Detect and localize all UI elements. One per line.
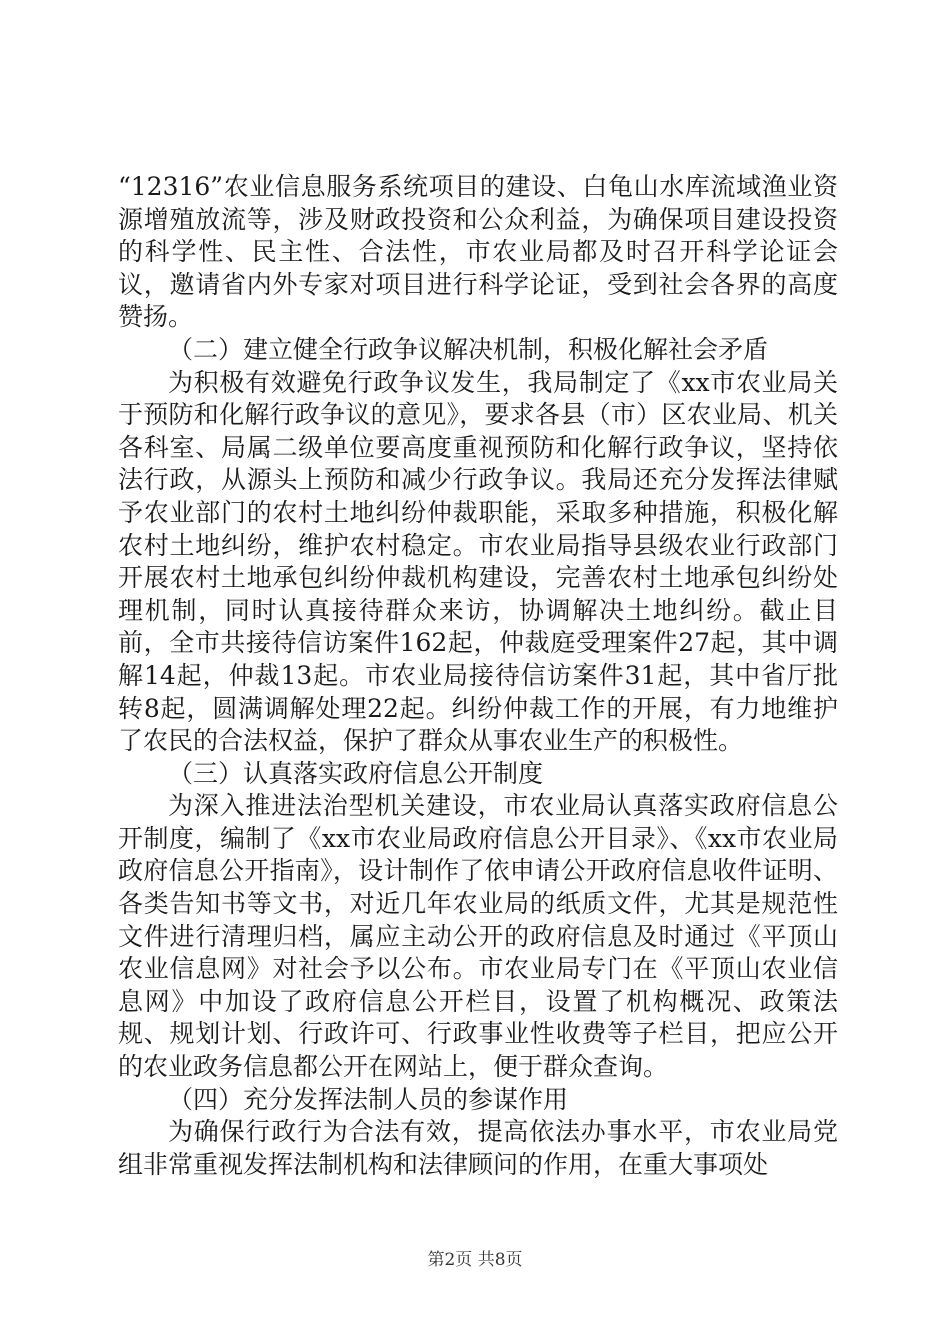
section-heading-4: （四）充分发挥法制人员的参谋作用	[168, 1084, 569, 1114]
paragraph-info-disclosure: 为深入推进法治型机关建设，市农业局认真落实政府信息公开制度，编制了《xx市农业局政府信息公开目录》、《xx市农业局政府信息公开指南》，设计制作了依申请公开政府信息收件证明、各类告知书等文书，对近几年农业局的纸质文件，尤其是规范性文件进行清理归档，属应主动公开的政府信息及时通过《平顶山农业信息网》对社会予以公布。市农业局专门在《平顶山农业信息网》中加设了政府信息公开栏目，设置了机构概况、政策法规、规划计划、行政许可、行政事业性收费等子栏目，把应公开的农业政务信息都公开在网站上，便于群众查询。	[118, 791, 838, 1082]
page-footer: 第2页 共8页	[427, 1250, 523, 1270]
paragraph-dispute-resolution: 为积极有效避免行政争议发生，我局制定了《xx市农业局关于预防和化解行政争议的意见》，要求各县（市）区农业局、机关各科室、局属二级单位要高度重视预防和化解行政争议，坚持依法行政，从源头上预防和减少行政争议。我局还充分发挥法律赋予农业部门的农村土地纠纷仲裁职能，采取多种措施，积极化解农村土地纠纷，维护农村稳定。市农业局指导县级农业行政部门开展农村土地承包纠纷仲裁机构建设，完善农村土地承包纠纷处理机制，同时认真接待群众来访，协调解决土地纠纷。截止目前，全市共接待信访案件162起，仲裁庭受理案件27起，其中调解14起，仲裁13起。市农业局接待信访案件31起，其中省厅批转8起，圆满调解处理22起。纠纷仲裁工作的开展，有力地维护了农民的合法权益，保护了群众从事农业生产的积极性。	[118, 367, 838, 756]
section-heading-3: （三）认真落实政府信息公开制度	[168, 758, 544, 788]
document-body	[118, 171, 838, 1181]
paragraph-legal-staff: 为确保行政行为合法有效，提高依法办事水平，市农业局党组非常重视发挥法制机构和法律顾问的作用，在重大事项处	[118, 1117, 838, 1179]
section-heading-2: （二）建立健全行政争议解决机制，积极化解社会矛盾	[168, 334, 769, 364]
paragraph-continued: “12316”农业信息服务系统项目的建设、白龟山水库流域渔业资源增殖放流等，涉及财政投资和公众利益，为确保项目建设投资的科学性、民主性、合法性，市农业局都及时召开科学论证会议，邀请省内外专家对项目进行科学论证，受到社会各界的高度赞扬。	[118, 172, 838, 332]
